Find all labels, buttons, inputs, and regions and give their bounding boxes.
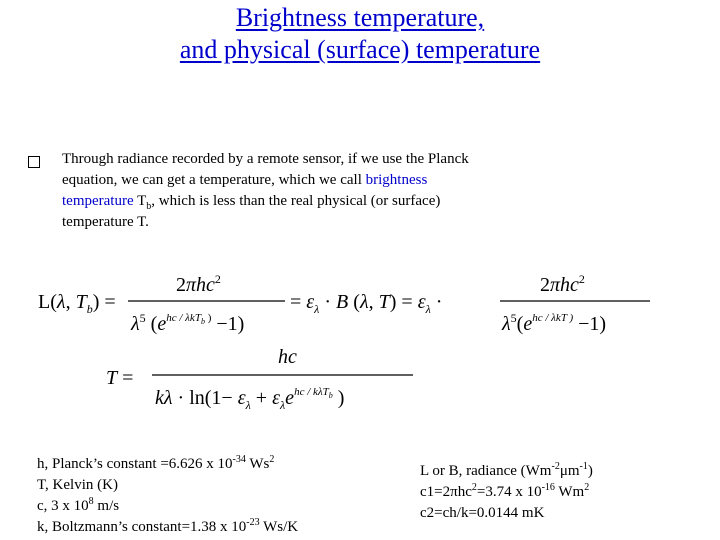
temperature-equation <box>106 346 413 412</box>
planck-equation <box>38 272 650 335</box>
c1-constant: c1=2πhc$^2$=3.74 x $10^{-16}$ Wm$^2$ <box>420 482 590 500</box>
c2-constant: c2=ch/k=0.0144 mK <box>420 505 545 521</box>
boltzmann-constant: k, Boltzmann’s constant=1.38 x $10^{-23}$ Ws/K <box>37 517 299 535</box>
constants-left <box>37 454 298 538</box>
paragraph-highlight: brightness temperature <box>62 172 428 209</box>
title-line-2: and physical (surface) temperature <box>179 35 541 64</box>
planck-constant: h, Planck’s constant =6.626 x $10^{-34}$ Ws$^2$ <box>37 454 275 472</box>
svg-text:λ5(ehc / λkT ) −1): $\lambda^5(e^{hc / \lambda kT )} -1)$ <box>502 311 607 335</box>
svg-text:2πhc2: 2πhc$^2$ <box>176 272 221 296</box>
svg-text:kλ · ln(1− ελ + ελehc / kλTb ): $k\lambda \cdot \ln(1- \varepsilon_\lambda + \varepsilon_\lambda e^{hc / k\lambda T}b$ ) <box>155 386 345 412</box>
constants-right <box>420 461 593 524</box>
light-speed: c, 3 x $10^8$ m/s <box>37 496 120 514</box>
radiance-units: L or B, radiance $(Wm^{-2}\mu m^{-1})$ <box>420 461 593 479</box>
paragraph-text-2: , which is less than the real physical (or surface) temperature T. <box>62 193 441 230</box>
tb-symbol: $T_b$ <box>137 193 152 212</box>
title-line-1: Brightness temperature, <box>235 3 485 32</box>
svg-text:L(λ, Tb) =: L(λ, $T_b$) = <box>38 291 116 316</box>
svg-text:= ελ · B (λ, T) = ελ ·: = $\varepsilon_\lambda \cdot B$ (λ, $T) = \varepsilon_\lambda$ · <box>290 291 443 316</box>
svg-text:λ5 (ehc / λkTb ) −1): $\lambda^5$ ($e^{hc / \lambda kT}b$ ) −1) <box>131 311 245 335</box>
svg-text:T =: T = <box>106 367 134 389</box>
svg-text:hc: hc <box>278 346 297 368</box>
paragraph-text-1: Through radiance recorded by a remote sensor, if we use the Planck equation, we can get a temperature, which we call <box>62 151 469 188</box>
kelvin-line: T, Kelvin (K) <box>37 477 118 493</box>
svg-text:2πhc2: 2πhc$^2$ <box>540 272 585 296</box>
